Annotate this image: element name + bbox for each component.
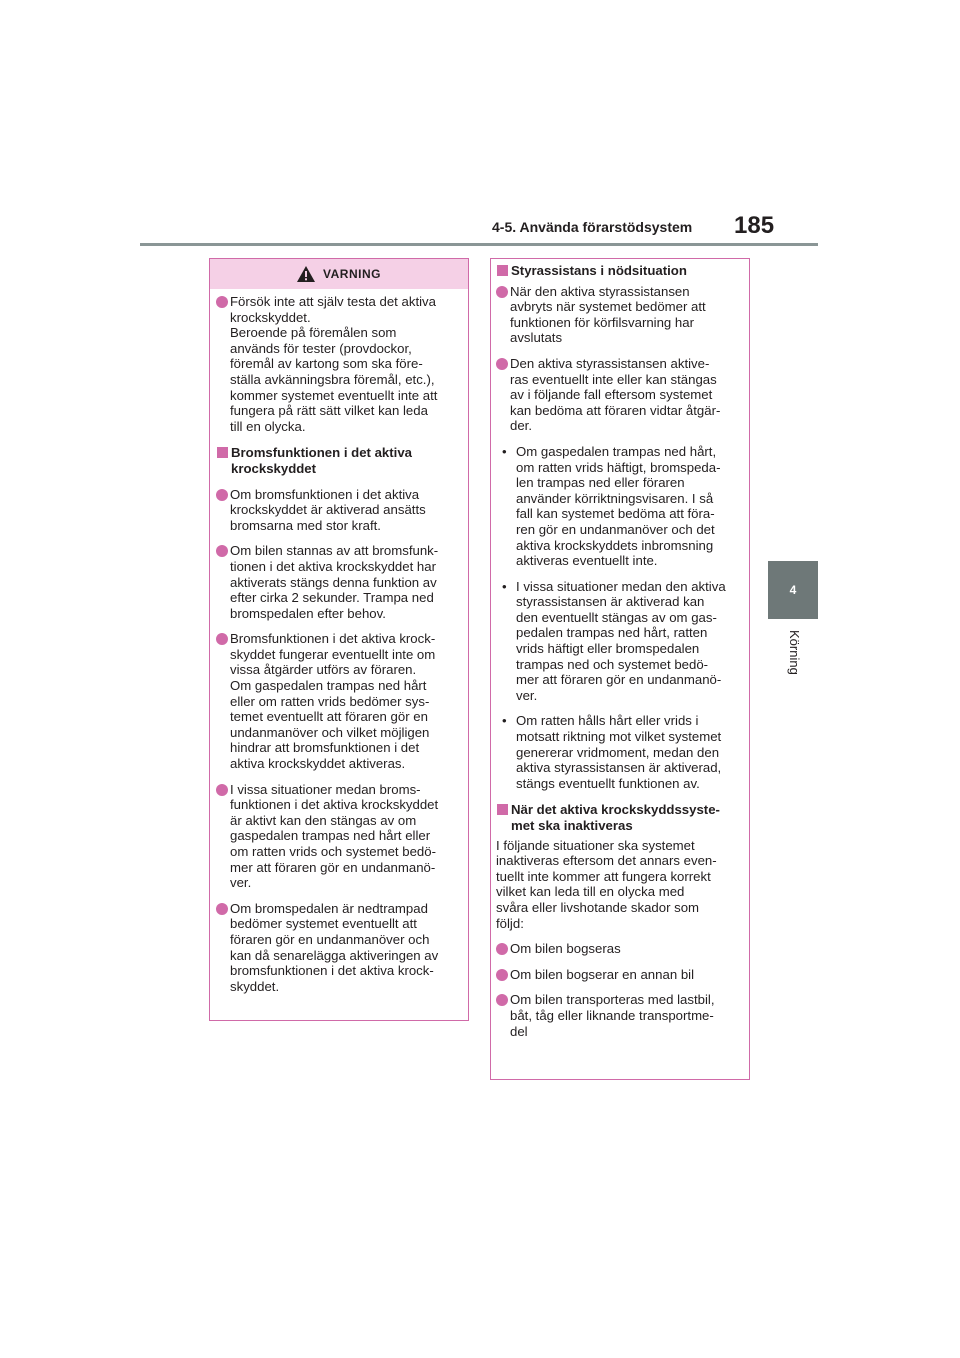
list-item-text: Om bilen stannas av att bromsfunk- tionen i det aktiva krockskyddet har aktiverats stängs denna funktion av efter cirka 2 sekunder. Trampa ned bromspedalen efter behov. <box>230 543 439 621</box>
dot-bullet: • <box>502 713 507 729</box>
list-item <box>496 941 744 957</box>
list-item-text: Om bromspedalen är nedtrampad bedömer systemet eventuellt att föraren gör en undanmanöver och kan då senarelägga aktiveringen av bromsfunktionen i det aktiva krock- skyddet. <box>230 900 439 994</box>
bullet-icon <box>216 784 228 796</box>
bullet-icon <box>216 489 228 501</box>
list-item <box>216 294 462 434</box>
sub-list-item-text: I vissa situationer medan den aktiva styrassistansen är aktiverad kan den eventuellt stängas av om gas- pedalen trampas ned hårt, ratten vrids häftigt eller bromspedalen trampas ned och systemet bedö- mer att föraren gör en undanmanö- ver. <box>516 578 726 703</box>
bullet-icon <box>496 286 508 298</box>
bullet-icon <box>216 545 228 557</box>
list-item-text: Om bilen bogserar en annan bil <box>510 966 695 982</box>
square-bullet-icon <box>497 265 508 276</box>
bullet-icon <box>496 358 508 370</box>
section-heading <box>216 445 462 476</box>
list-item-text: Försök inte att själv testa det aktiva krockskyddet. Beroende på föremålen som används för tester (provdockor, föremål av kartong som ska före- ställa avkänningsbra föremål, etc.), kommer systemet eventuellt inte att fungera på rätt sätt vilket kan leda till en olycka. <box>230 294 438 434</box>
bullet-icon <box>496 969 508 981</box>
list-item-text: Bromsfunktionen i det aktiva krock- skyddet fungerar eventuellt inte om vissa åtgärder utförs av föraren. Om gaspedalen trampas ned hårt eller om ratten vrids bedömer sys- temet eventuellt att föraren gör en undanmanöver och vilket möjligen hindrar att bromsfunktionen i det aktiva krockskyddet aktiveras. <box>230 631 436 772</box>
chapter-name: Körning <box>787 630 802 675</box>
chapter-number: 4 <box>789 583 797 597</box>
page-number: 185 <box>734 212 775 239</box>
bullet-icon <box>216 296 228 308</box>
section-heading-text: Styrassistans i nödsituation <box>511 263 687 278</box>
chapter-tab[interactable] <box>768 561 818 619</box>
list-item-text: När den aktiva styrassistansen avbryts när systemet bedömer att funktionen för körfilsvarning har avslutats <box>510 283 706 346</box>
list-item-text: Om bromsfunktionen i det aktiva krockskyddet är aktiverad ansätts bromsarna med stor kraft. <box>230 486 426 533</box>
sub-list-item <box>496 579 744 704</box>
list-item-text: Om bilen bogseras <box>510 941 621 957</box>
section-heading <box>496 263 744 279</box>
sub-list-item-text: Om gaspedalen trampas ned hårt, om ratten vrids häftigt, bromspeda- len trampas ned eller föraren använder körriktningsvisaren. I så fall kan systemet bedöma att föra- ren gör en undanmanöver och det aktiva krockskyddets inbromsning aktiveras eventuellt inte. <box>516 443 721 569</box>
warning-label: VARNING <box>323 267 381 281</box>
list-item <box>216 901 462 995</box>
list-item <box>496 356 744 434</box>
paragraph <box>496 838 744 932</box>
info-box <box>490 258 750 1080</box>
section-heading <box>496 802 744 833</box>
bullet-icon <box>496 943 508 955</box>
list-item <box>496 967 744 983</box>
list-item-text: Den aktiva styrassistansen aktive- ras eventuellt inte eller kan stängas av i följande fall eftersom systemet kan bedöma att föraren vidtar åtgär- der. <box>510 355 721 434</box>
list-item <box>496 284 744 346</box>
dot-bullet: • <box>502 578 507 594</box>
warning-header <box>210 259 468 289</box>
square-bullet-icon <box>217 447 228 458</box>
sub-list-item-text: Om ratten hålls hårt eller vrids i motsatt riktning mot vilket systemet genererar vridmoment, medan den aktiva styrassistansen är aktiverad, stängs eventuellt funktionen av. <box>516 713 722 791</box>
list-item <box>216 631 462 771</box>
sub-list-item <box>496 713 744 791</box>
list-item-text: Om bilen transporteras med lastbil, båt, tåg eller liknande transportme- del <box>510 992 715 1039</box>
section-heading-text: Bromsfunktionen i det aktiva krockskyddet <box>231 445 412 476</box>
bullet-icon <box>216 903 228 915</box>
section-title: 4-5. Använda förarstödsystem <box>492 219 693 235</box>
list-item-text: I vissa situationer medan broms- funktionen i det aktiva krockskyddet är aktivt kan den stängas av om gaspedalen trampas ned hårt eller om ratten vrids och systemet bedö- mer att föraren gör en undanmanö- ver. <box>230 781 439 891</box>
dot-bullet: • <box>502 443 507 459</box>
square-bullet-icon <box>497 804 508 815</box>
section-heading-text: När det aktiva krockskyddssyste- met ska inaktiveras <box>511 802 720 833</box>
bullet-icon <box>496 994 508 1006</box>
list-item <box>496 992 744 1039</box>
paragraph-text: I följande situationer ska systemet inaktiveras eftersom det annars even- tuellt inte kommer att fungera korrekt vilket kan leda till en olycka med svåra eller livshotande skador som följd: <box>496 837 717 931</box>
warning-icon <box>297 266 315 282</box>
list-item <box>216 782 462 891</box>
list-item <box>216 487 462 534</box>
list-item <box>216 543 462 621</box>
sub-list-item <box>496 444 744 569</box>
warning-box <box>209 258 469 1021</box>
bullet-icon <box>216 633 228 645</box>
header-rule <box>140 243 818 246</box>
